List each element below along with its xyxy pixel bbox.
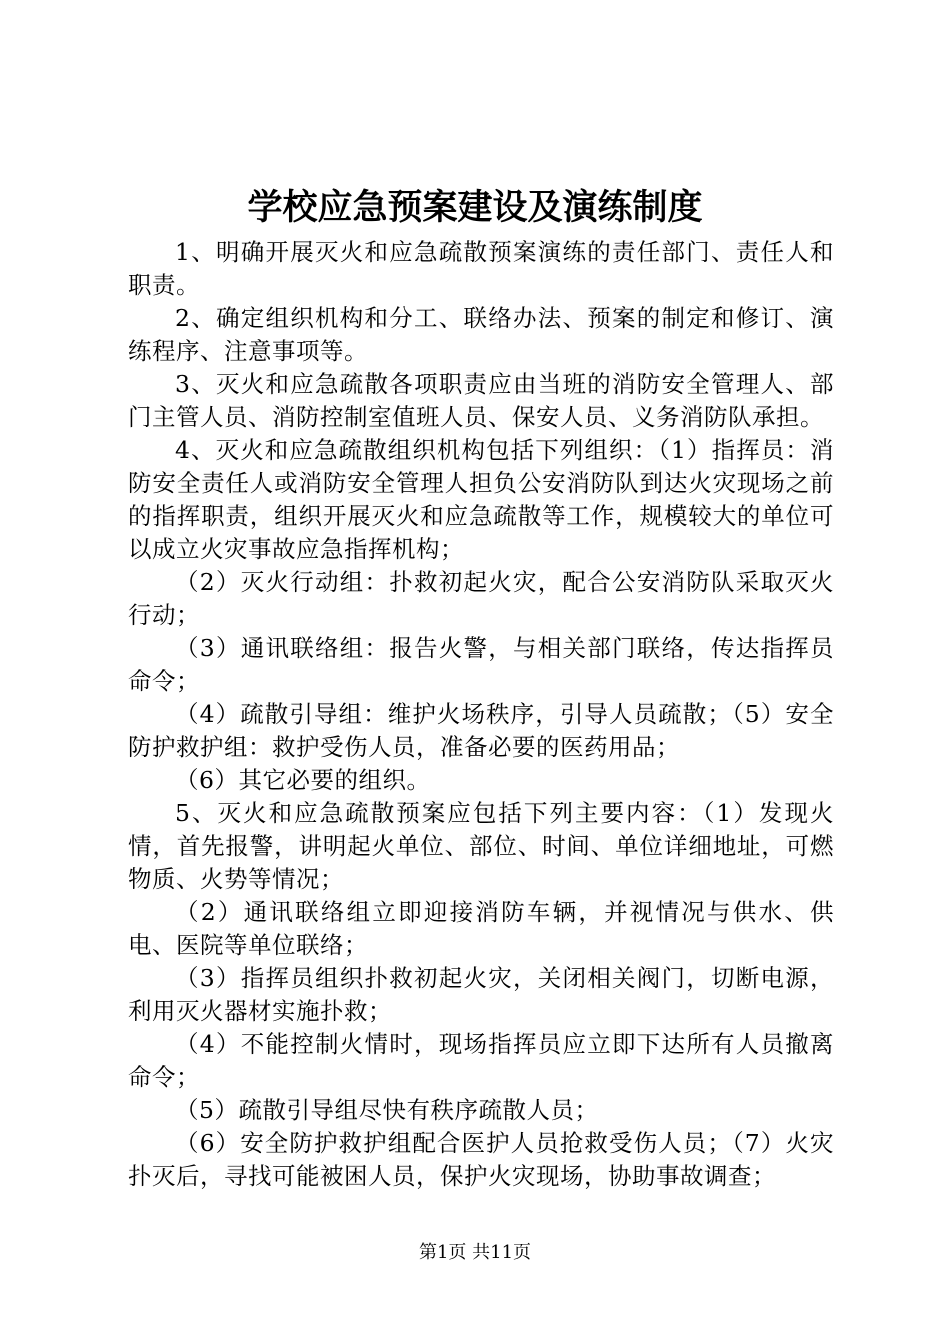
paragraph-2: 2、确定组织机构和分工、联络办法、预案的制定和修订、演练程序、注意事项等。 bbox=[128, 304, 834, 365]
document-title: 学校应急预案建设及演练制度 bbox=[247, 187, 703, 228]
paragraph-5-item-4: （4）不能控制火情时，现场指挥员应立即下达所有人员撤离命令； bbox=[128, 1030, 834, 1091]
paragraph-3: 3、灭火和应急疏散各项职责应由当班的消防安全管理人、部门主管人员、消防控制室值班人员、保安人员、义务消防队承担。 bbox=[128, 370, 834, 431]
paragraph-4: 4、灭火和应急疏散组织机构包括下列组织：（1）指挥员：消防安全责任人或消防安全管理人担负公安消防队到达火灾现场之前的指挥职责，组织开展灭火和应急疏散等工作，规模较大的单位可以成立火灾事故应急指挥机构； bbox=[128, 436, 834, 563]
paragraph-1: 1、明确开展灭火和应急疏散预案演练的责任部门、责任人和职责。 bbox=[128, 238, 834, 299]
paragraph-4-item-4: （4）疏散引导组：维护火场秩序，引导人员疏散；（5）安全防护救护组：救护受伤人员，准备必要的医药用品； bbox=[128, 700, 834, 761]
paragraph-5-item-2: （2）通讯联络组立即迎接消防车辆，并视情况与供水、供电、医院等单位联络； bbox=[128, 898, 834, 959]
paragraph-5: 5、灭火和应急疏散预案应包括下列主要内容：（1）发现火情，首先报警，讲明起火单位、部位、时间、单位详细地址，可燃物质、火势等情况； bbox=[128, 799, 834, 893]
document-body bbox=[128, 236, 834, 1193]
paragraph-4-item-6: （6）其它必要的组织。 bbox=[175, 766, 431, 794]
paragraph-5-item-3: （3）指挥员组织扑救初起火灾，关闭相关阀门，切断电源，利用灭火器材实施扑救； bbox=[128, 964, 834, 1025]
paragraph-5-item-5: （5）疏散引导组尽快有秩序疏散人员； bbox=[175, 1096, 599, 1124]
paragraph-4-item-2: （2）灭火行动组：扑救初起火灾，配合公安消防队采取灭火行动； bbox=[128, 568, 834, 629]
paragraph-4-item-3: （3）通讯联络组：报告火警，与相关部门联络，传达指挥员命令； bbox=[128, 634, 834, 695]
page-number-footer: 第1页 共11页 bbox=[418, 1242, 532, 1263]
paragraph-5-item-6: （6）安全防护救护组配合医护人员抢救受伤人员；（7）火灾扑灭后，寻找可能被困人员，保护火灾现场，协助事故调查； bbox=[128, 1129, 834, 1190]
